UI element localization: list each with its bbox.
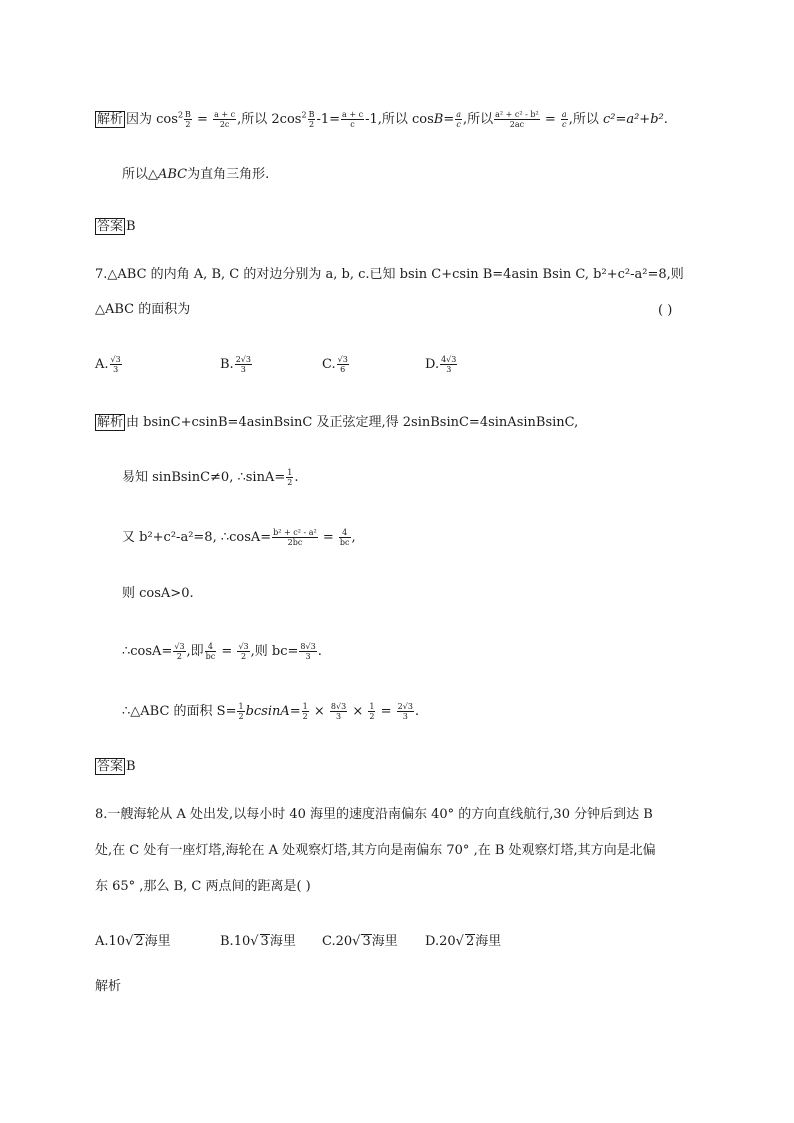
- answer-label: 答案: [97, 219, 124, 234]
- q6-answer: [95, 218, 136, 235]
- q6-conclusion: 所以△ABC为直角三角形.: [122, 167, 270, 182]
- q7-stem-line-1: [95, 268, 684, 281]
- fraction: $\frac{B}{2}$: [308, 110, 315, 129]
- equation: c²=a²+b².: [602, 112, 668, 127]
- option-d: D.20√ 2海里: [425, 934, 502, 949]
- q7-solution-line-2: 易知 sinBsinC≠0, ∴sinA= $\frac{1}{2}$ .: [122, 468, 299, 487]
- q6-sol-text: ,所以 2cos: [237, 112, 302, 127]
- q7-solution-line-1: 解析 由 bsinC+csinB=4asinBsinC 及正弦定理,得 2sinBsinC=4sinAsinBsinC,: [97, 415, 579, 430]
- solution-label: 解析: [97, 415, 124, 430]
- fraction: $\frac{a + c}{c}$: [342, 110, 364, 129]
- question-stem: △ABC 的面积为: [95, 302, 191, 317]
- answer-blank: ( ): [658, 303, 673, 318]
- q7-solution-line-5: ∴cosA= $\frac{√3}{2}$ ,即 $\frac{4}{bc}$ = $\frac{√3}{2}$ ,则 bc= $\frac{8√3}{3}$ .: [122, 642, 322, 661]
- answer-value: B: [126, 759, 136, 774]
- q8-stem-line-2: 处,在 C 处有一座灯塔,海轮在 A 处观察灯塔,其方向是南偏东 70° ,在 B 处观察灯塔,其方向是北偏: [95, 843, 656, 858]
- answer-label: 答案: [97, 759, 124, 774]
- q7-answer: [95, 758, 136, 775]
- option-b: B. $\frac{2√3}{3}$: [220, 355, 251, 374]
- option-b: B.10√ 3海里: [220, 934, 296, 949]
- option-a: A.10√ 2海里: [95, 934, 171, 949]
- q8-solution-label: 解析: [95, 979, 122, 994]
- fraction: $\frac{a + c}{2c}$: [214, 110, 236, 129]
- answer-value: B: [126, 219, 136, 234]
- option-c: C. $\frac{√3}{6}$: [322, 355, 348, 374]
- q7-stem-line-2: [95, 303, 190, 316]
- option-a: A. $\frac{√3}{3}$: [95, 355, 121, 374]
- fraction: $\frac{B}{2}$: [185, 110, 191, 129]
- question-stem: △ABC 的内角 A, B, C 的对边分别为 a, b, c.已知 bsin C+csin B=4asin Bsin C, b²+c²-a²=8,则: [107, 267, 684, 282]
- q7-solution-line-4: 则 cosA>0.: [122, 586, 194, 601]
- fraction: $\frac{\text{a² + c² - b²}}{2ac}$: [495, 110, 539, 129]
- q6-sol-text: 因为 cos: [126, 112, 178, 127]
- q8-stem-line-1: 8.一艘海轮从 A 处出发,以每小时 40 海里的速度沿南偏东 40° 的方向直线航行,30 分钟后到达 B: [95, 807, 653, 822]
- q8-stem-line-3: 东 65° ,那么 B, C 两点间的距离是( ): [95, 879, 311, 894]
- solution-label: 解析: [97, 112, 124, 127]
- question-number: 8.: [95, 807, 108, 822]
- sup-2: 2: [177, 110, 184, 120]
- q6-solution-line: 解析 因为 $\cos^2$ $\frac{B}{2}$ = $\frac{a + c}{2c}$ ,所以 $2\cos^2$ $\frac{B}{2}$ -1= $\frac{a + c}{c}$ -1,所以 cosB= $\frac{a}{c}$ ,所以 $\frac{\text{a² + c² - b²}}{2ac}$ = $\frac{a}{c}$ ,所以 c²=a²+b².: [97, 110, 668, 129]
- option-c: C.20√ 3海里: [322, 934, 398, 949]
- question-number: 7.: [95, 267, 108, 282]
- q7-solution-line-3: 又 b²+c²-a²=8, ∴cosA= $\frac{\text{b² + c² - a²}}{2bc}$ = $\frac{4}{bc}$ ,: [122, 528, 356, 547]
- fraction: $\frac{a}{c}$: [456, 110, 462, 129]
- q7-solution-line-6: ∴△ABC 的面积 S= $\frac{1}{2}$ bcsinA= $\frac{1}{2}$ × $\frac{8√3}{3}$ × $\frac{1}{2}$ = $\frac{2√3}{3}$ .: [122, 702, 420, 721]
- option-d: D. $\frac{4√3}{3}$: [425, 355, 457, 374]
- fraction: $\frac{a}{c}$: [561, 110, 567, 129]
